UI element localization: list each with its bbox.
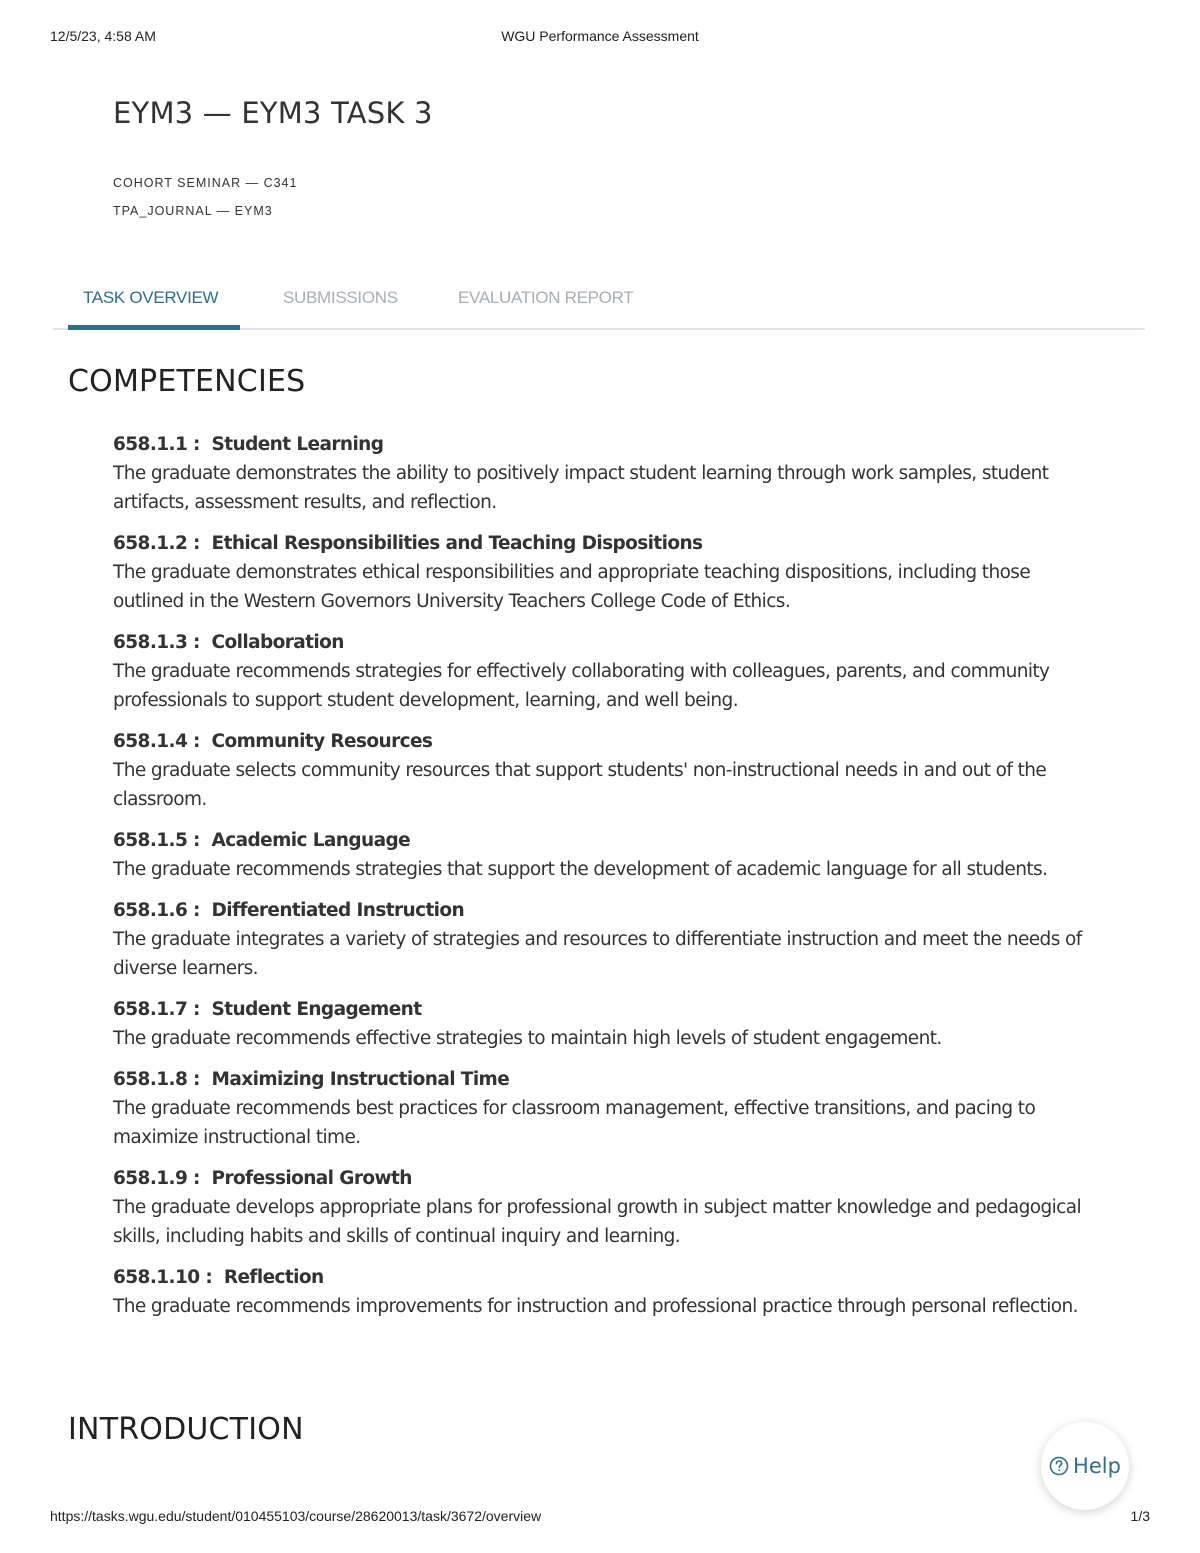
tab-task-overview[interactable]: TASK OVERVIEW — [83, 288, 219, 307]
competency-description: The graduate develops appropriate plans for professional growth in subject matter knowledge and pedagogical skills, including habits and skills of continual inquiry and learning. — [113, 1197, 1082, 1247]
competency-code: 658.1.9 : — [113, 1168, 212, 1189]
tab-bar — [53, 270, 1145, 330]
competency-description: The graduate integrates a variety of strategies and resources to differentiate instruction and meet the needs of diverse learners. — [113, 929, 1082, 979]
competency-description: The graduate demonstrates ethical responsibilities and appropriate teaching dispositions, including those outlined in the Western Governors University Teachers College Code of Ethics. — [113, 562, 1031, 612]
competency-item — [113, 1164, 1088, 1251]
print-header — [50, 28, 1150, 48]
competency-code: 658.1.5 : — [113, 830, 212, 851]
competency-title: Professional Growth — [211, 1168, 412, 1189]
competency-code: 658.1.6 : — [113, 900, 212, 921]
competency-item — [113, 1065, 1088, 1152]
print-footer — [50, 1508, 1150, 1528]
competency-title: Differentiated Instruction — [211, 900, 465, 921]
competency-description: The graduate recommends best practices for classroom management, effective transitions, and pacing to maximize instructional time. — [113, 1098, 1036, 1148]
competency-description: The graduate recommends effective strategies to maintain high levels of student engagement. — [113, 1028, 942, 1049]
competency-code: 658.1.4 : — [113, 731, 212, 752]
competency-title: Student Engagement — [211, 999, 422, 1020]
competency-item — [113, 727, 1088, 814]
competency-title: Reflection — [223, 1267, 324, 1288]
journal-line: TPA_JOURNAL — EYM3 — [113, 204, 273, 218]
competency-title: Student Learning — [211, 434, 384, 455]
competency-title: Collaboration — [211, 632, 344, 653]
print-document-title: WGU Performance Assessment — [501, 28, 699, 44]
help-label: Help — [1073, 1454, 1121, 1478]
competency-code: 658.1.1 : — [113, 434, 212, 455]
competency-code: 658.1.10 : — [113, 1267, 224, 1288]
competency-code: 658.1.2 : — [113, 533, 212, 554]
competency-description: The graduate recommends strategies that support the development of academic language for all students. — [113, 859, 1048, 880]
competency-item — [113, 995, 1088, 1053]
competency-item — [113, 1263, 1088, 1321]
course-line: COHORT SEMINAR — C341 — [113, 176, 298, 190]
competency-description: The graduate demonstrates the ability to positively impact student learning through work samples, student artifacts, assessment results, and reflection. — [113, 463, 1049, 513]
competency-item — [113, 628, 1088, 715]
page-title: EYM3 — EYM3 TASK 3 — [113, 96, 433, 130]
competency-title: Academic Language — [211, 830, 411, 851]
competency-item — [113, 826, 1088, 884]
competency-item — [113, 529, 1088, 616]
question-circle-icon — [1049, 1456, 1069, 1476]
competency-description: The graduate recommends strategies for effectively collaborating with colleagues, parents, and community professionals to support student development, learning, and well being. — [113, 661, 1050, 711]
competency-title: Community Resources — [211, 731, 433, 752]
competency-list — [113, 430, 1088, 1333]
competency-code: 658.1.8 : — [113, 1069, 212, 1090]
help-button[interactable] — [1041, 1422, 1129, 1510]
competency-title: Ethical Responsibilities and Teaching Dispositions — [211, 533, 703, 554]
introduction-heading: INTRODUCTION — [68, 1412, 304, 1447]
competencies-heading: COMPETENCIES — [68, 364, 306, 399]
active-tab-indicator — [68, 325, 240, 330]
competency-item — [113, 896, 1088, 983]
tab-submissions[interactable]: SUBMISSIONS — [283, 288, 398, 307]
page-number: 1/3 — [1130, 1508, 1150, 1524]
competency-description: The graduate selects community resources that support students' non-instructional needs in and out of the classroom. — [113, 760, 1047, 810]
page-url: https://tasks.wgu.edu/student/010455103/course/28620013/task/3672/overview — [50, 1508, 542, 1524]
competency-code: 658.1.3 : — [113, 632, 212, 653]
tab-evaluation-report[interactable]: EVALUATION REPORT — [458, 288, 634, 307]
competency-description: The graduate recommends improvements for instruction and professional practice through personal reflection. — [113, 1296, 1078, 1317]
competency-code: 658.1.7 : — [113, 999, 212, 1020]
competency-item — [113, 430, 1088, 517]
competency-title: Maximizing Instructional Time — [211, 1069, 510, 1090]
print-datetime: 12/5/23, 4:58 AM — [50, 28, 156, 44]
